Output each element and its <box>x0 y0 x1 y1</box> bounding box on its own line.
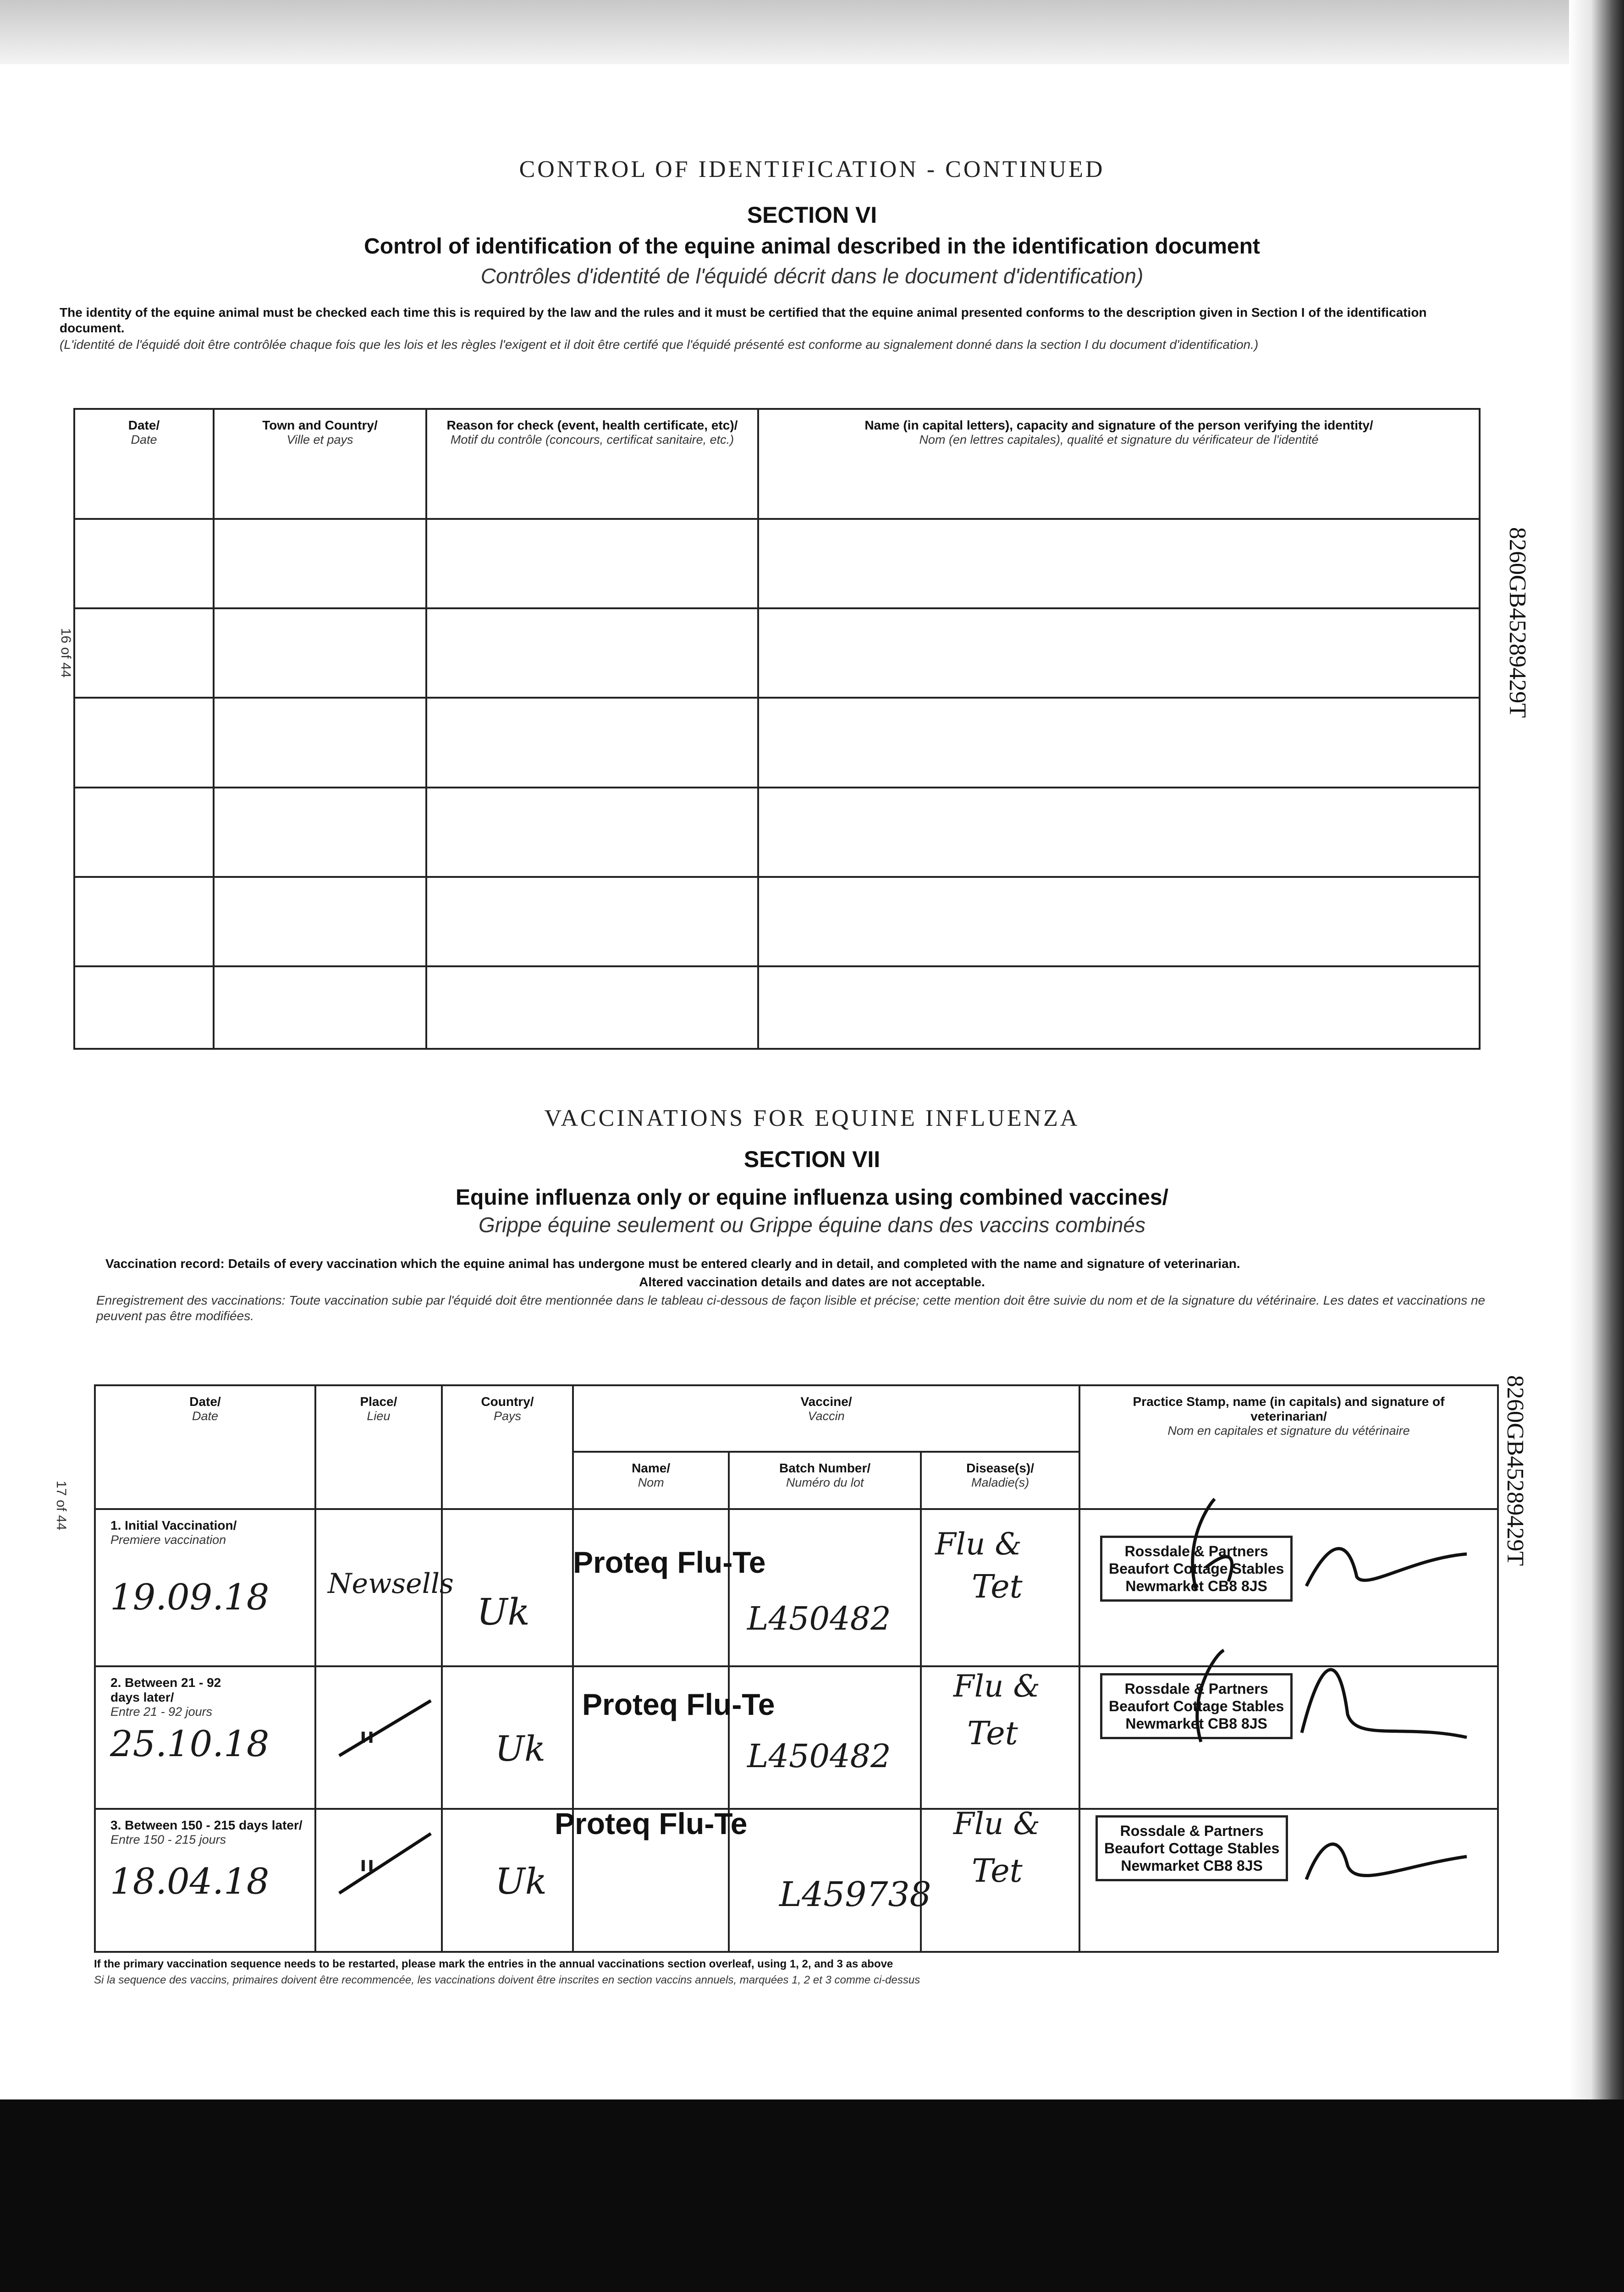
section6-heading: CONTROL OF IDENTIFICATION - CONTINUED <box>519 156 1105 182</box>
section7-title: SECTION VII <box>743 1146 881 1172</box>
row3-date: 18.04.18 <box>110 1861 270 1902</box>
row3-country: Uk <box>495 1861 547 1902</box>
section6-title-en: Control of identification of the equine animal described in the identification document <box>364 234 1260 259</box>
col-header-place: Place/ Lieu <box>315 1385 442 1509</box>
table-row <box>74 877 1480 966</box>
row3-vaccine-name: Proteq Flu-Te <box>555 1807 748 1840</box>
row3-practice-stamp: Rossdale & Partners Beaufort Cottage Stables Newmarket CB8 8JS <box>1096 1815 1288 1881</box>
section6-intro-en: The identity of the equine animal must be checked each time this is required by the law and the rules and it must be certified that the equine animal presented conforms to the description given in Section I of the identification document. <box>60 305 1427 335</box>
table-row <box>74 698 1480 787</box>
col-header-date: Date/ Date <box>95 1385 315 1509</box>
row3-vet-signature <box>1091 1788 1485 1898</box>
row2-ditto-stroke <box>330 1691 440 1765</box>
col-header-verifier: Name (in capital letters), capacity and signature of the person verifying the identity/ Nom (en lettres capitales), qualité et signature du vérificateur de l'identité <box>758 409 1480 519</box>
section7-footnote-en: If the primary vaccination sequence needs to be restarted, please mark the entries in the annual vaccinations section overleaf, using 1, 2, and 3 as above <box>94 1958 893 1970</box>
section7-title-en: Equine influenza only or equine influenza using combined vaccines/ <box>456 1185 1168 1210</box>
col-header-date: Date/ Date <box>74 409 214 519</box>
row2-date: 25.10.18 <box>110 1724 270 1765</box>
row1-date: 19.09.18 <box>110 1577 270 1618</box>
row1-practice-stamp: Rossdale & Partners Beaufort Cottage Stables Newmarket CB8 8JS <box>1100 1536 1293 1602</box>
scan-bottom-edge <box>0 2099 1624 2292</box>
col-header-batch: Batch Number/ Numéro du lot <box>729 1452 921 1509</box>
section7-title-fr: Grippe équine seulement ou Grippe équine dans des vaccins combinés <box>479 1213 1145 1237</box>
row1-label-cell: 1. Initial Vaccination/ Premiere vaccination <box>95 1509 315 1666</box>
row2-batch: L450482 <box>747 1737 891 1775</box>
row3-label-cell: 3. Between 150 - 215 days later/ Entre 150 - 215 jours <box>95 1809 315 1952</box>
table-row <box>74 788 1480 877</box>
row2-country: Uk <box>495 1728 546 1769</box>
row2-label-cell: 2. Between 21 - 92 days later/ Entre 21 - 92 jours <box>95 1666 315 1809</box>
section6-intro-fr: (L'identité de l'équidé doit être contrôlée chaque fois que les lois et les règles l'exigent et il doit être certifé que l'équidé présenté est conforme au signalement donné dans la section I du document d'identification.) <box>60 337 1259 352</box>
col-header-town: Town and Country/ Ville et pays <box>214 409 426 519</box>
row2-place: " <box>358 1724 377 1772</box>
col-header-vaccine: Vaccine/ Vaccin <box>573 1385 1079 1452</box>
side-id-code-top: 8260GB45289429T <box>1504 527 1530 718</box>
section7-heading: VACCINATIONS FOR EQUINE INFLUENZA <box>544 1105 1080 1131</box>
table-row <box>74 966 1480 1049</box>
col-header-vaccine-name: Name/ Nom <box>573 1452 729 1509</box>
section7-record-en: Vaccination record: Details of every vaccination which the equine animal has undergone must be entered clearly and in detail, and completed with the name and signature of veterinarian. <box>105 1256 1240 1271</box>
row2-vaccine-name: Proteq Flu-Te <box>582 1687 775 1721</box>
section7-record-fr: Enregistrement des vaccinations: Toute vaccination subie par l'équidé doit être mentionnée dans le tableau ci-dessous de façon lisible et précise; cette mention doit être suivie du nom et de la signature du vétérinaire. Les dates et vaccinations ne peuvent pas être modifiées. <box>96 1293 1486 1323</box>
scan-page-curl <box>1569 0 1624 2099</box>
col-header-stamp: Practice Stamp, name (in capitals) and signature of veterinarian/ Nom en capitales et signature du vétérinaire <box>1079 1385 1498 1509</box>
section7-record-en2: Altered vaccination details and dates are not acceptable. <box>639 1275 985 1289</box>
page-number-16: 16 of 44 <box>58 628 73 678</box>
section6-title-fr: Contrôles d'identité de l'équidé décrit dans le document d'identification) <box>480 264 1144 288</box>
row3-place: " <box>358 1852 377 1900</box>
section6-title: SECTION VI <box>747 202 877 228</box>
row2-disease-1: Flu & <box>953 1669 1040 1704</box>
table-row <box>74 519 1480 608</box>
page-number-17: 17 of 44 <box>54 1481 69 1531</box>
section7-footnote-fr: Si la sequence des vaccins, primaires doivent être recommencée, les vaccinations doivent être inscrites en section vaccins annuels, marquées 1, 2 et 3 comme ci-dessus <box>94 1974 920 1986</box>
scan-top-edge <box>0 0 1624 64</box>
row1-disease-2: Tet <box>972 1568 1023 1605</box>
row1-place: Newsells <box>328 1568 454 1600</box>
side-id-code-bottom: 8260GB45289429T <box>1502 1375 1528 1566</box>
col-header-country: Country/ Pays <box>442 1385 573 1509</box>
row1-vaccine-name: Proteq Flu-Te <box>573 1545 766 1579</box>
row1-vet-signature <box>1091 1485 1485 1604</box>
row2-disease-2: Tet <box>967 1714 1018 1752</box>
col-header-reason: Reason for check (event, health certificate, etc)/ Motif du contrôle (concours, certificat sanitaire, etc.) <box>426 409 758 519</box>
row1-disease-1: Flu & <box>935 1526 1022 1562</box>
row1-batch: L450482 <box>747 1600 891 1637</box>
table-row <box>74 608 1480 698</box>
identification-check-table <box>73 408 1481 1050</box>
row2-practice-stamp: Rossdale & Partners Beaufort Cottage Stables Newmarket CB8 8JS <box>1100 1673 1293 1739</box>
row2-vet-signature <box>1091 1632 1485 1751</box>
row1-country: Uk <box>477 1591 530 1633</box>
col-header-disease: Disease(s)/ Maladie(s) <box>921 1452 1079 1509</box>
row3-disease-2: Tet <box>972 1852 1023 1890</box>
row3-disease-1: Flu & <box>953 1806 1040 1841</box>
row3-ditto-stroke <box>330 1824 440 1902</box>
row3-batch: L459738 <box>779 1875 931 1914</box>
